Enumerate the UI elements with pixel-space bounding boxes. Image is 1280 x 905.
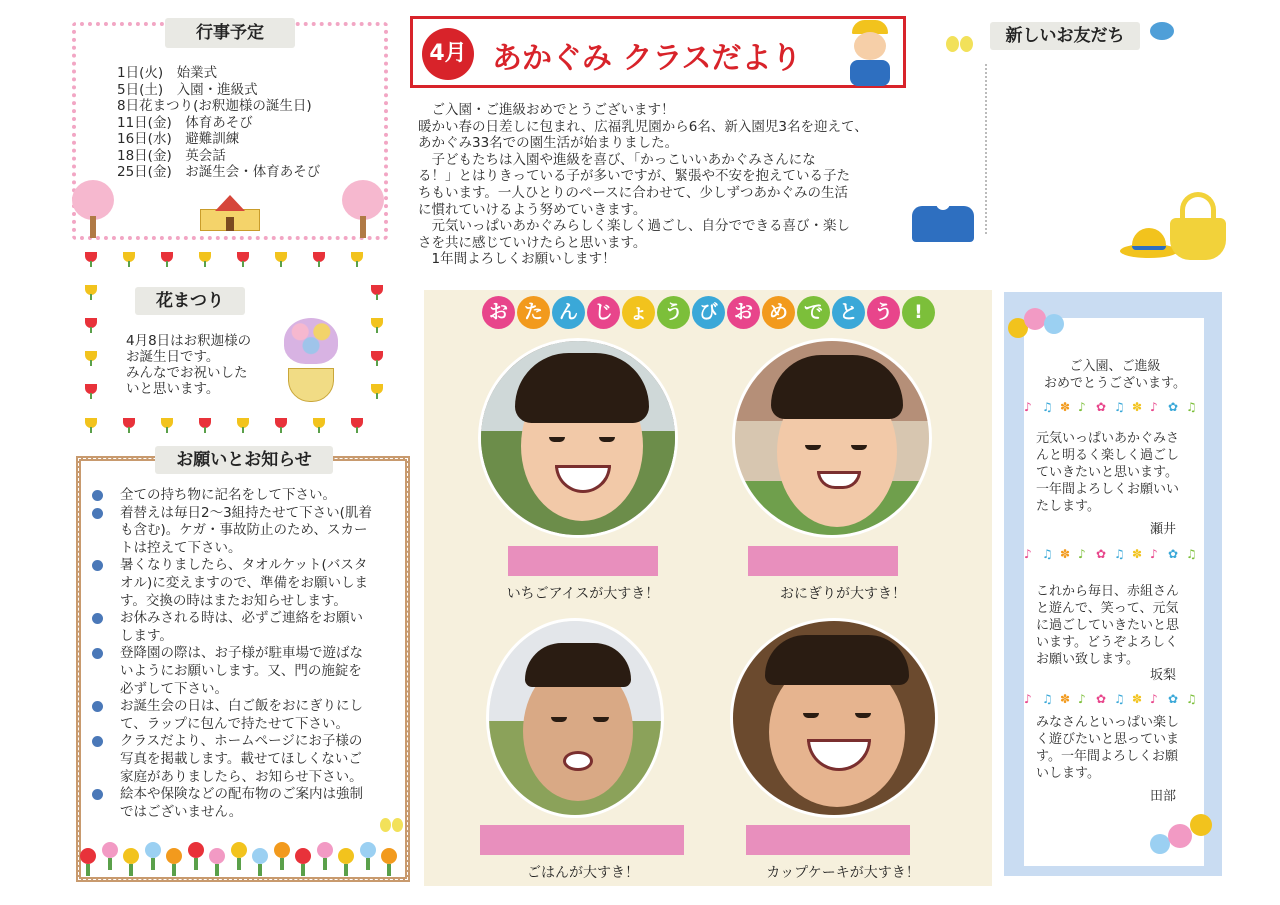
tulip-icon (160, 252, 174, 266)
leaf-decoration (86, 864, 90, 876)
intro-line: ご入園・ご進級おめでとうございます！ (418, 102, 675, 118)
month-badge: 4月 (422, 28, 474, 80)
music-note-icon: ♪ (1024, 692, 1032, 706)
greeting-line: おめでとうございます。 (1044, 376, 1186, 391)
bullet-icon (92, 490, 103, 501)
event-item: 11日(金) 体育あそび (117, 114, 253, 131)
tulip-icon (236, 252, 250, 266)
child-photo-1 (478, 338, 678, 538)
tulip-icon (198, 252, 212, 266)
tulip-icon (84, 252, 98, 266)
tulip-icon (84, 351, 98, 365)
tulip-icon (84, 318, 98, 332)
intro-text (418, 102, 918, 268)
name-placeholder-2 (748, 546, 898, 576)
teacher-message-line: く遊びたいと思っていま (1036, 732, 1180, 747)
leaf-decoration (366, 858, 370, 870)
tulip-icon (84, 418, 98, 432)
flower-icon (80, 848, 96, 864)
music-note-icon: ✿ (1168, 692, 1179, 706)
flower-icon (188, 842, 204, 858)
intro-line: 子どもたちは入園や進級を喜び、「かっこいいあかぐみさんにな (418, 151, 816, 168)
tulip-icon (370, 351, 384, 365)
hanamatsuri-line: いと思います。 (126, 381, 220, 397)
butterfly-icon (380, 818, 404, 838)
teacher-message-line: んと明るく楽しく過ごし (1036, 448, 1180, 463)
teacher-name: 坂梨 (1150, 668, 1177, 683)
music-note-icon: ♪ (1150, 400, 1158, 414)
tulip-icon (312, 418, 326, 432)
flower-icon (102, 842, 118, 858)
music-note-icon: ✽ (1060, 547, 1071, 561)
music-note-icon: ♫ (1186, 547, 1197, 561)
teacher-message-line: いします。 (1036, 766, 1100, 781)
banner-letter: ! (902, 296, 935, 329)
teacher-message-line: これから毎日、赤組さん (1036, 584, 1180, 599)
music-notes-divider (1024, 692, 1204, 708)
notices-heading: お願いとお知らせ (155, 446, 333, 474)
banner-letter: じ (587, 296, 620, 329)
leaf-decoration (344, 864, 348, 876)
intro-line: る！」とはりきっている子が多いですが、緊張や不安を抱えている子た (418, 168, 850, 185)
intro-line: 暖かい春の日差しに包まれ、広福乳児園から6名、新入園児3名を迎えて、 (418, 118, 868, 135)
leaf-decoration (280, 858, 284, 870)
music-note-icon: ♫ (1114, 692, 1125, 706)
teacher-message-line: 元気いっぱいあかぐみさ (1036, 431, 1180, 446)
music-note-icon: ♫ (1042, 400, 1053, 414)
music-note-icon: ♫ (1114, 400, 1125, 414)
flower-icon (381, 848, 397, 864)
leaf-decoration (387, 864, 391, 876)
hanamatsuri-heading: 花まつり (135, 287, 245, 315)
event-item: 25日(金) お誕生会・体育あそび (117, 164, 321, 180)
banner-letter: び (692, 296, 725, 329)
music-note-icon: ✽ (1060, 692, 1071, 706)
notice-line: す。交換の時はまたお知らせします。 (120, 592, 347, 609)
flower-icon (338, 848, 354, 864)
notice-line: 必ずして下さい。 (120, 680, 228, 697)
bullet-icon (92, 508, 103, 519)
school-building-icon (200, 195, 260, 231)
flower-icon (252, 848, 268, 864)
music-note-icon: ♫ (1042, 547, 1053, 561)
banner-letter: ょ (622, 296, 655, 329)
child-photo-3 (486, 618, 664, 818)
leaf-decoration (323, 858, 327, 870)
flower-icon (145, 842, 161, 858)
music-note-icon: ♪ (1150, 692, 1158, 706)
banner-letter: ん (552, 296, 585, 329)
teacher-name: 田部 (1150, 789, 1177, 804)
leaf-decoration (237, 858, 241, 870)
flower-icon (166, 848, 182, 864)
leaf-decoration (194, 858, 198, 870)
intro-line: ちもいます。一人ひとりのペースに合わせて、少しずつあかぐみの生活 (418, 184, 848, 201)
leaf-decoration (108, 858, 112, 870)
music-note-icon: ✿ (1096, 692, 1107, 706)
notice-line: お誕生会の日は、白ご飯をおにぎりにし (120, 698, 363, 715)
child-photo-4 (730, 618, 938, 818)
teacher-message-line: す。一年間よろしくお願 (1036, 749, 1178, 764)
music-note-icon: ♪ (1078, 547, 1086, 561)
child-caption-2: おにぎりが大すき！ (780, 586, 906, 602)
child-caption-3: ごはんが大すき！ (527, 865, 639, 881)
music-note-icon: ♫ (1114, 547, 1125, 561)
flower-icon (231, 842, 247, 858)
music-note-icon: ♪ (1078, 692, 1086, 706)
events-list (117, 65, 367, 181)
events-heading: 行事予定 (165, 18, 295, 48)
music-note-icon: ✿ (1096, 547, 1107, 561)
banner-letter: め (762, 296, 795, 329)
leaf-decoration (172, 864, 176, 876)
teacher-message-line: ていきたいと思います。 (1036, 465, 1178, 480)
banner-letter: た (517, 296, 550, 329)
music-note-icon: ✽ (1132, 692, 1143, 706)
teacher-message-line: と遊んで、笑って、元気 (1036, 601, 1179, 616)
notice-line: 登降園の際は、お子様が駐車場で遊ばな (120, 645, 363, 662)
tulip-icon (350, 418, 364, 432)
music-note-icon: ✿ (1096, 400, 1107, 414)
tulip-icon (122, 418, 136, 432)
banner-letter: お (482, 296, 515, 329)
bluebird-icon (1150, 18, 1178, 42)
bag-icon (1170, 192, 1226, 262)
child-photo-2 (732, 338, 932, 538)
intro-line: に慣れていけるよう努めていきます。 (418, 201, 647, 218)
music-note-icon: ♫ (1186, 692, 1197, 706)
notice-line: トは控えて下さい。 (120, 539, 242, 556)
tulip-icon (370, 318, 384, 332)
banner-letter: お (727, 296, 760, 329)
notice-line: します。 (120, 627, 173, 644)
event-item: 8日花まつり(お釈迦様の誕生日) (117, 98, 312, 114)
banner-letter: と (832, 296, 865, 329)
music-notes-divider (1024, 400, 1204, 416)
tulip-icon (84, 384, 98, 398)
music-note-icon: ♫ (1186, 400, 1197, 414)
tulip-icon (122, 252, 136, 266)
notice-line: 写真を掲載します。載せてほしくないご (120, 751, 362, 767)
notice-line: 絵本や保険などの配布物のご案内は強制 (120, 786, 363, 803)
leaf-decoration (258, 864, 262, 876)
notice-line: 家庭がありましたら、お知らせ下さい。 (120, 768, 363, 785)
intro-line: あかぐみ33名での園生活が始まりました。 (418, 135, 679, 152)
tulip-icon (236, 418, 250, 432)
flower-cluster-icon (1146, 812, 1216, 864)
flower-icon (295, 848, 311, 864)
tulip-icon (198, 418, 212, 432)
notice-line: クラスだより、ホームページにお子様の (120, 733, 363, 750)
cherry-tree-icon (342, 180, 384, 238)
music-note-icon: ♪ (1078, 400, 1086, 414)
notice-line: 暑くなりましたら、タオルケット(バスタ (120, 557, 368, 574)
music-note-icon: ♪ (1024, 400, 1032, 414)
tulip-icon (84, 285, 98, 299)
tulip-icon (312, 252, 326, 266)
music-note-icon: ✽ (1132, 400, 1143, 414)
leaf-decoration (129, 864, 133, 876)
smock-icon (912, 200, 974, 244)
banner-letter: で (797, 296, 830, 329)
teacher-message-line: お願い致します。 (1036, 652, 1139, 667)
flower-icon (274, 842, 290, 858)
notice-line: いようにお願いします。又、門の施錠を (120, 663, 362, 679)
event-item: 5日(土) 入園・進級式 (117, 81, 258, 98)
intro-line: 1年間よろしくお願いします！ (418, 251, 616, 268)
child-in-hat-icon (842, 20, 898, 86)
tulip-icon (350, 252, 364, 266)
child-caption-4: カップケーキが大すき！ (766, 865, 920, 881)
notice-line: も含む)。ケガ・事故防止のため、スカー (120, 522, 368, 539)
cherry-tree-icon (72, 180, 114, 238)
leaf-decoration (151, 858, 155, 870)
hanamatsuri-line: お誕生日です。 (126, 349, 220, 365)
empty-name-list (985, 64, 1185, 234)
music-note-icon: ✽ (1132, 547, 1143, 561)
music-note-icon: ✿ (1168, 547, 1179, 561)
notice-line: ではございません。 (120, 803, 243, 820)
butterfly-icon (946, 36, 974, 62)
tulip-row-decoration (80, 838, 406, 876)
flower-cluster-icon (1008, 304, 1078, 344)
greeting-line: ご入園、ご進級 (1069, 359, 1161, 374)
tulip-icon (160, 418, 174, 432)
child-caption-1: いちごアイスが大すき！ (506, 586, 660, 602)
notice-line: 全ての持ち物に記名をして下さい。 (120, 487, 336, 503)
music-note-icon: ✽ (1060, 400, 1071, 414)
teacher-message-line: に過ごしていきたいと思 (1036, 618, 1180, 633)
name-placeholder-4 (746, 825, 910, 855)
flower-icon (209, 848, 225, 864)
teacher-message-line: みなさんといっぱい楽し (1036, 715, 1180, 730)
music-note-icon: ♪ (1150, 547, 1158, 561)
banner-letter: う (657, 296, 690, 329)
event-item: 1日(火) 始業式 (117, 65, 218, 81)
leaf-decoration (301, 864, 305, 876)
name-placeholder-3 (480, 825, 684, 855)
notice-line: 着替えは毎日2～3組持たせて下さい(肌着 (120, 504, 372, 521)
name-placeholder-1 (508, 546, 658, 576)
notice-line: お休みされる時は、必ずご連絡をお願い (120, 610, 363, 627)
teacher-message-line: たします。 (1036, 499, 1100, 514)
leaf-decoration (215, 864, 219, 876)
flower-icon (123, 848, 139, 864)
tulip-icon (370, 285, 384, 299)
music-note-icon: ♪ (1024, 547, 1032, 561)
notice-line: て、ラップに包んで持たせて下さい。 (120, 715, 349, 732)
teacher-message-line: 一年間よろしくお願いい (1036, 482, 1180, 497)
music-note-icon: ✿ (1168, 400, 1179, 414)
flower-basket-icon (280, 318, 342, 404)
flower-icon (360, 842, 376, 858)
event-item: 18日(金) 英会話 (117, 147, 226, 164)
tulip-icon (274, 252, 288, 266)
banner-letter: う (867, 296, 900, 329)
teachers-greeting (1030, 358, 1200, 392)
teacher-name: 瀬井 (1150, 522, 1177, 537)
hanamatsuri-line: 4月8日はお釈迦様の (126, 333, 252, 349)
tulip-icon (274, 418, 288, 432)
notice-line: オル)に変えますので、準備をお願いしま (120, 575, 368, 591)
hanamatsuri-text (126, 333, 276, 397)
flower-icon (317, 842, 333, 858)
event-item: 16日(水) 避難訓練 (117, 131, 240, 147)
teacher-message-line: います。どうぞよろしく (1036, 635, 1178, 650)
newsletter-title: あかぐみ クラスだより (492, 41, 802, 76)
music-notes-divider (1024, 547, 1204, 563)
music-note-icon: ♫ (1042, 692, 1053, 706)
hanamatsuri-line: みんなでお祝いした (126, 365, 248, 381)
intro-line: 元気いっぱいあかぐみらしく楽しく過ごし、自分でできる喜び・楽し (418, 218, 850, 235)
birthday-banner (482, 296, 942, 336)
intro-line: さを共に感じていけたらと思います。 (418, 234, 647, 251)
new-friends-heading: 新しいお友だち (990, 22, 1140, 50)
tulip-icon (370, 384, 384, 398)
